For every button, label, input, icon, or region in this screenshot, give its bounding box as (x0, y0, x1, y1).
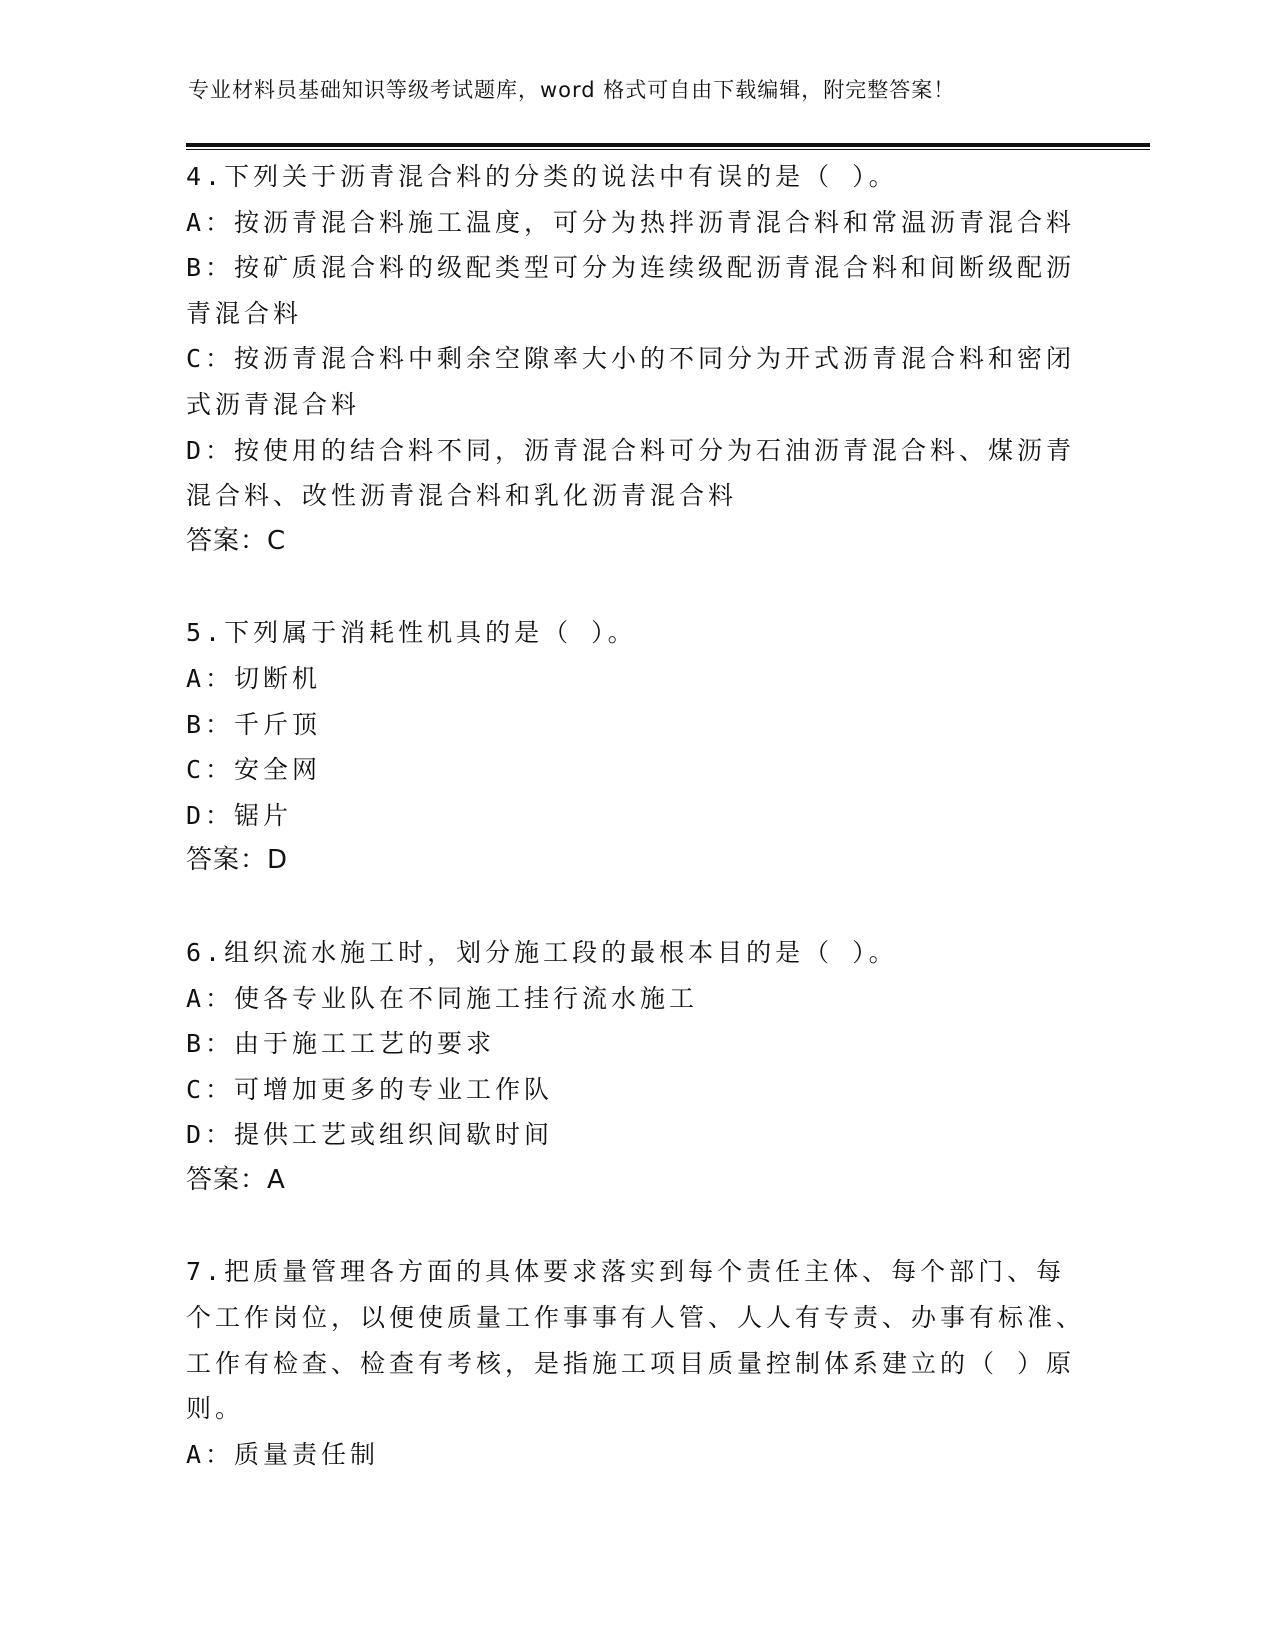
question-stem: 5.下列属于消耗性机具的是（ ）。 (186, 618, 637, 648)
question-stem: 7.把质量管理各方面的具体要求落实到每个责任主体、每个部门、每个工作岗位，以便使质量工作事事有人管、人人有专责、办事有标准、工作有检查、检查有考核，是指施工项目质量控制体系建立的（ ）原则。 (186, 1257, 1086, 1424)
answer-line: 答案：A (186, 1164, 286, 1195)
option-a: A：质量责任制 (186, 1439, 380, 1469)
option-d: D：锯片 (186, 800, 293, 830)
option-c: C：可增加更多的专业工作队 (186, 1074, 554, 1104)
option-b: B：由于施工工艺的要求 (186, 1029, 496, 1059)
option-a: A：使各专业队在不同施工挂行流水施工 (186, 983, 699, 1013)
option-d: D：按使用的结合料不同，沥青混合料可分为石油沥青混合料、煤沥青混合料、改性沥青混合料和乳化沥青混合料 (186, 435, 1076, 511)
option-c: C：安全网 (186, 755, 322, 785)
document-header: 专业材料员基础知识等级考试题库，word 格式可自由下载编辑，附完整答案！ (188, 78, 956, 102)
answer-line: 答案：C (186, 525, 287, 556)
option-a: A：切断机 (186, 663, 322, 693)
header-rule-thin (186, 149, 1150, 150)
option-d: D：提供工艺或组织间歇时间 (186, 1120, 554, 1150)
option-b: B：按矿质混合料的级配类型可分为连续级配沥青混合料和间断级配沥青混合料 (186, 253, 1076, 328)
question-stem: 6.组织流水施工时，划分施工段的最根本目的是（ ）。 (186, 937, 898, 967)
question-5 (186, 610, 1086, 884)
question-4 (186, 154, 1086, 564)
question-stem: 4.下列关于沥青混合料的分类的说法中有误的是（ ）。 (186, 162, 898, 191)
header-rule-thick (186, 143, 1150, 147)
option-b: B：千斤顶 (186, 709, 322, 739)
answer-line: 答案：D (186, 845, 289, 876)
question-7 (186, 1249, 1086, 1477)
option-a: A：按沥青混合料施工温度，可分为热拌沥青混合料和常温沥青混合料 (186, 207, 1076, 237)
option-c: C：按沥青混合料中剩余空隙率大小的不同分为开式沥青混合料和密闭式沥青混合料 (186, 344, 1076, 419)
question-6 (186, 930, 1086, 1204)
question-list (186, 154, 1086, 1523)
